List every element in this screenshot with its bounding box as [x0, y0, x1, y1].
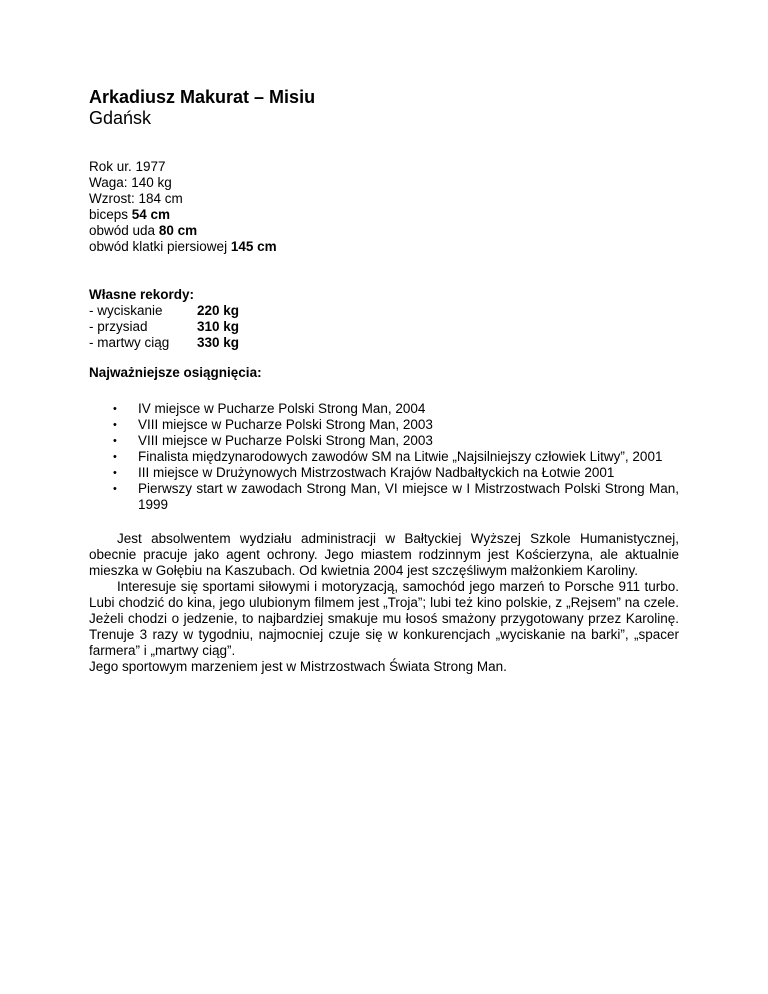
record-label: - martwy ciąg	[89, 335, 170, 350]
bullet-icon: •	[113, 419, 117, 431]
bullet-icon: •	[113, 467, 117, 479]
achievement-text: VIII miejsce w Pucharze Polski Strong Man, 2003	[138, 417, 433, 432]
achievement-text: Pierwszy start w zawodach Strong Man, VI miejsce w I Mistrzostwach Polski Strong Man, 1999	[138, 481, 679, 512]
achievement-text: III miejsce w Drużynowych Mistrzostwach Krajów Nadbałtyckich na Łotwie 2001	[138, 465, 615, 480]
achievements-title: Najważniejsze osiągnięcia:	[89, 365, 262, 380]
record-row	[89, 319, 679, 335]
record-value: 330 kg	[197, 335, 240, 350]
record-value: 220 kg	[197, 303, 240, 318]
document-content	[89, 87, 679, 675]
list-item	[89, 449, 679, 465]
bullet-icon: •	[113, 483, 117, 495]
stats-block	[89, 159, 679, 255]
record-label: - wyciskanie	[89, 303, 163, 318]
achievement-text: Finalista międzynarodowych zawodów SM na Litwie „Najsilniejszy człowiek Litwy”, 2001	[138, 449, 663, 464]
height: Wzrost: 184 cm	[89, 191, 183, 206]
bio-paragraph-2: Interesuje się sportami siłowymi i motoryzacją, samochód jego marzeń to Porsche 911 turbo. Lubi chodzić do kina, jego ulubionym filmem jest „Troja”; lubi też kino polskie, z „Rejsem” na czele. Jeżeli chodzi o jedzenie, to najbardziej smakuje mu łosoś smażony przygotowany przez Karolinę. Trenuje 3 razy w tygodniu, najmocniej czuje się w konkurencjach „wyciskanie na barki”, „spacer farmera” i „martwy ciąg”.	[89, 579, 679, 658]
list-item	[89, 433, 679, 449]
thigh-value: 80 cm	[158, 223, 198, 238]
chest-label: obwód klatki piersiowej	[89, 239, 231, 254]
bio-paragraph-3: Jego sportowym marzeniem jest w Mistrzostwach Świata Strong Man.	[89, 659, 507, 674]
athlete-city: Gdańsk	[89, 108, 152, 128]
bullet-icon: •	[113, 451, 117, 463]
achievement-text: IV miejsce w Pucharze Polski Strong Man, 2004	[138, 401, 426, 416]
bullet-icon: •	[113, 435, 117, 447]
record-row	[89, 303, 679, 319]
list-item	[89, 465, 679, 481]
list-item	[89, 401, 679, 417]
weight: Waga: 140 kg	[89, 175, 172, 190]
chest-row	[89, 239, 679, 255]
records-title: Własne rekordy:	[89, 287, 195, 302]
achievements-list	[89, 401, 679, 513]
thigh-row	[89, 223, 679, 239]
chest-value: 145 cm	[230, 239, 277, 254]
record-value: 310 kg	[197, 319, 240, 334]
biceps-label: biceps	[89, 207, 132, 222]
achievement-text: VIII miejsce w Pucharze Polski Strong Man, 2003	[138, 433, 433, 448]
birth-year: Rok ur. 1977	[89, 159, 166, 174]
biceps-value: 54 cm	[131, 207, 171, 222]
list-item	[89, 481, 679, 513]
list-item	[89, 417, 679, 433]
bio-paragraph-1: Jest absolwentem wydziału administracji w Bałtyckiej Wyższej Szkole Humanistycznej, obecnie pracuje jako agent ochrony. Jego miastem rodzinnym jest Kościerzyna, ale aktualnie mieszka w Gołębiu na Kaszubach. Od kwietnia 2004 jest szczęśliwym małżonkiem Karoliny.	[89, 531, 679, 578]
record-label: - przysiad	[89, 319, 148, 334]
biceps-row	[89, 207, 679, 223]
athlete-name: Arkadiusz Makurat – Misiu	[89, 87, 316, 107]
thigh-label: obwód uda	[89, 223, 159, 238]
record-row	[89, 335, 679, 351]
bullet-icon: •	[113, 403, 117, 415]
records-list	[89, 303, 679, 351]
